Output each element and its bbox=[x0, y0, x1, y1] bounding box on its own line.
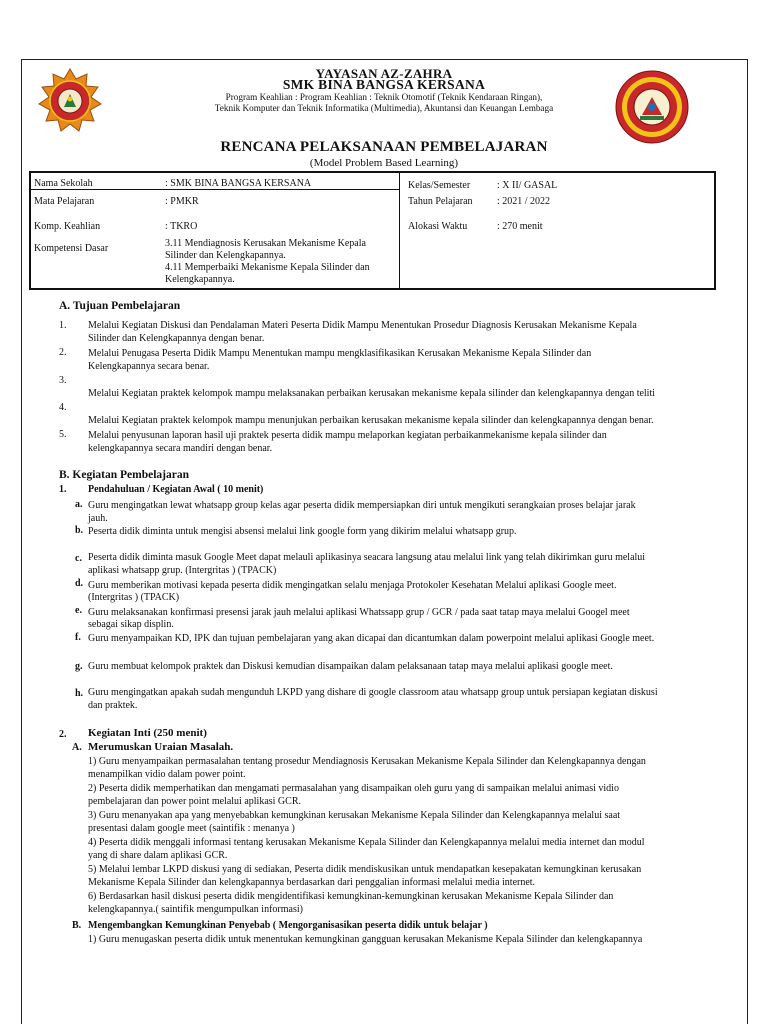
phase-1-number: 1. bbox=[59, 484, 67, 495]
goal-1-line-2: Silinder dan Kelengkapannya dengan benar. bbox=[88, 333, 265, 344]
step-c-line-2: aplikasi whatsapp grup. (Intergritas ) (TPACK) bbox=[88, 565, 277, 576]
subsection-a-title: Merumuskan Uraian Masalah. bbox=[88, 741, 234, 753]
goal-2-line-2: Kelengkapannya secara benar. bbox=[88, 361, 210, 372]
step-h-letter: h. bbox=[75, 688, 84, 699]
step-f-letter: f. bbox=[75, 632, 81, 643]
goal-5-number: 5. bbox=[59, 429, 67, 440]
goal-1-line-1: Melalui Kegiatan Diskusi dan Pendalaman Materi Peserta Didik Mampu Menentukan Prosedur Diagnosis Kerusakan Mekanisme Kepala bbox=[88, 320, 637, 331]
step-e-letter: e. bbox=[75, 605, 82, 616]
step-a-letter: a. bbox=[75, 499, 83, 510]
step-d-line-1: Guru memberikan motivasi kepada peserta didik mengingatkan selalu menjaga Protokoler Kesehatan Melalui aplikasi Google meet. bbox=[88, 580, 617, 591]
info-left-cell bbox=[30, 172, 400, 289]
goal-2-number: 2. bbox=[59, 347, 67, 358]
value-mata-pelajaran: : PMKR bbox=[165, 196, 199, 207]
inti-5-line-1: 5) Melalui lembar LKPD diskusi yang di sediakan, Peserta didik mendiskusikan untuk mendapatkan kesepakatan kemungkinan kerusakan bbox=[88, 864, 642, 875]
inti-5-line-2: Mekanisme Kepala Silinder dan kelengkapannya berdasarkan dari penggalian informasi melalui media internet. bbox=[88, 877, 536, 888]
step-c-line-1: Peserta didik diminta masuk Google Meet dapat melauli aplikasinya seacara langsung atau melalui link yang telah dikirimkan guru melalui bbox=[88, 552, 646, 563]
section-b-title: B. Kegiatan Pembelajaran bbox=[59, 469, 189, 481]
inti-3-line-1: 3) Guru menanyakan apa yang menyebabkan kemungkinan kerusakan Mekanisme Kepala Silinder dan Kelengkapannya melalui saat bbox=[88, 810, 621, 821]
step-e-line-1: Guru melaksanakan konfirmasi presensi jarak jauh melalui aplikasi Whatssapp grup / GCR / pada saat tatap maya melalui Googel meet bbox=[88, 607, 630, 618]
goal-2-line-1: Melalui Penugasa Peserta Didik Mampu Menentukan mampu mengklasifikasikan Kerusakan Mekanisme Kepala Silinder dan bbox=[88, 348, 592, 359]
step-b-letter: b. bbox=[75, 525, 84, 536]
step-a-line-1: Guru mengingatkan lewat whatsapp group kelas agar peserta didik mempersiapkan diri untuk mengikuti serangkaian proses belajar jarak bbox=[88, 500, 636, 511]
inti-1-line-1: 1) Guru menyampaikan permasalahan tentang prosedur Mendiagnosis Kerusakan Mekanisme Kepala Silinder dan Kelengkapannya dengan bbox=[88, 756, 646, 767]
subsection-a-label: A. bbox=[72, 742, 82, 753]
step-b-line-1: Peserta didik diminta untuk mengisi absensi melalui link google form yang dikirim melalui whatsapp grup. bbox=[88, 526, 517, 537]
step-c-letter: c. bbox=[75, 553, 82, 564]
subsection-b-label: B. bbox=[72, 920, 82, 931]
value-tahun-pelajaran: : 2021 / 2022 bbox=[497, 196, 551, 207]
inti-1-line-2: menampilkan vidio dalam power point. bbox=[88, 769, 246, 780]
goal-1-number: 1. bbox=[59, 320, 67, 331]
goal-3-number: 3. bbox=[59, 375, 67, 386]
step-g-letter: g. bbox=[75, 661, 83, 672]
section-a-title: A. Tujuan Pembelajaran bbox=[59, 300, 181, 312]
inti-b-1-line-1: 1) Guru menugaskan peserta didik untuk menentukan kemungkinan gangguan kerusakan Mekanisme Kepala Silinder dan kelengkapannya bbox=[88, 934, 643, 945]
inti-6-line-1: 6) Berdasarkan hasil diskusi peserta didik mengidentifikasi kemungkinan-kemungkinan kerusakan Mekanisme Kepala Silinder dan bbox=[88, 891, 614, 902]
phase-2-number: 2. bbox=[59, 729, 67, 740]
goal-5-line-1: Melalui penyusunan laporan hasil uji praktek peserta didik mampu melaporkan kegiatan perbaikanmekanisme kepala silinder dan bbox=[88, 430, 607, 441]
label-nama-sekolah: Nama Sekolah bbox=[34, 178, 93, 189]
step-d-letter: d. bbox=[75, 578, 84, 589]
inti-6-line-2: kelengkapannya.( saintifik mengumpulkan informasi) bbox=[88, 904, 303, 915]
inti-4-line-1: 4) Peserta didik menggali informasi tentang kerusakan Mekanisme Kepala Silinder dan Kelengkapannya melalui media internet dan modul bbox=[88, 837, 645, 848]
goal-3-line-1: Melalui Kegiatan praktek kelompok mampu melaksanakan perbaikan kerusakan mekanisme kepala silinder dan kelengkapannya dengan teliti bbox=[88, 388, 656, 399]
step-f-line-1: Guru menyampaikan KD, IPK dan tujuan pembelajaran yang akan dicapai dan dicantumkan dalam powerpoint melalui aplikasi Google meet. bbox=[88, 633, 655, 644]
goal-4-number: 4. bbox=[59, 402, 67, 413]
kd-line-4: Kelengkapannya. bbox=[165, 274, 235, 285]
label-tahun-pelajaran: Tahun Pelajaran bbox=[408, 196, 473, 207]
phase-2-title: Kegiatan Inti (250 menit) bbox=[88, 727, 207, 739]
step-e-line-2: sebagai sikap displin. bbox=[88, 619, 174, 630]
document-title: RENCANA PELAKSANAAN PEMBELAJARAN bbox=[220, 139, 548, 155]
info-right-cell bbox=[400, 172, 716, 289]
program-line-1: Program Keahlian : Program Keahlian : Teknik Otomotif (Teknik Kendaraan Ringan), bbox=[225, 92, 543, 102]
document-subtitle: (Model Problem Based Learning) bbox=[309, 157, 459, 169]
value-kelas-semester: : X II/ GASAL bbox=[497, 180, 558, 191]
step-a-line-2: jauh. bbox=[88, 513, 108, 524]
inti-2-line-1: 2) Peserta didik memperhatikan dan mengamati permasalahan yang disampaikan oleh guru yang di sampaikan melalui animasi vidio bbox=[88, 783, 619, 794]
kd-line-3: 4.11 Memperbaiki Mekanisme Kepala Silinder dan bbox=[165, 262, 370, 273]
subsection-b-title: Mengembangkan Kemungkinan Penyebab ( Mengorganisasikan peserta didik untuk belajar ) bbox=[88, 920, 488, 931]
foundation-name: YAYASAN AZ-ZAHRA bbox=[315, 66, 453, 81]
inti-4-line-2: yang di share dalam aplikasi GCR. bbox=[88, 850, 228, 861]
label-kompetensi-dasar: Kompetensi Dasar bbox=[34, 243, 109, 254]
label-mata-pelajaran: Mata Pelajaran bbox=[34, 196, 95, 207]
program-line-2: Teknik Komputer dan Teknik Informatika (Multimedia), Akuntansi dan Keuangan Lembaga bbox=[214, 103, 554, 113]
kd-line-1: 3.11 Mendiagnosis Kerusakan Mekanisme Kepala bbox=[165, 238, 366, 249]
phase-1-title: Pendahuluan / Kegiatan Awal ( 10 menit) bbox=[88, 484, 264, 495]
step-h-line-2: dan praktek. bbox=[88, 700, 138, 711]
step-h-line-1: Guru mengingatkan apakah sudah mengunduh LKPD yang dishare di google classroom atau whatsapp group untuk persiapan kegiatan diskusi bbox=[88, 687, 658, 698]
info-table bbox=[29, 171, 716, 290]
value-nama-sekolah: : SMK BINA BANGSA KERSANA bbox=[165, 178, 312, 189]
label-kelas-semester: Kelas/Semester bbox=[408, 180, 471, 191]
label-alokasi-waktu: Alokasi Waktu bbox=[408, 221, 468, 232]
goal-5-line-2: kelengkapannya secara mandiri dengan benar. bbox=[88, 443, 273, 454]
value-komp-keahlian: : TKRO bbox=[165, 221, 198, 232]
goal-4-line-1: Melalui Kegiatan praktek kelompok mampu menunjukan perbaikan kerusakan mekanisme kepala silinder dan kelengkapannya dengan benar. bbox=[88, 415, 654, 426]
kd-line-2: Silinder dan Kelengkapannya. bbox=[165, 250, 286, 261]
step-d-line-2: (Intergritas ) (TPACK) bbox=[88, 592, 180, 603]
inti-3-line-2: presentasi dalam google meet (saintifik : menanya ) bbox=[88, 823, 295, 834]
inti-2-line-2: pembelajaran dan power point melalui aplikasi GCR. bbox=[88, 796, 301, 807]
label-komp-keahlian: Komp. Keahlian bbox=[34, 221, 101, 232]
step-g-line-1: Guru membuat kelompok praktek dan Diskusi kemudian disampaikan dalam pelaksanaan tatap maya melalui aplikasi google meet. bbox=[88, 661, 613, 672]
school-name: SMK BINA BANGSA KERSANA bbox=[282, 77, 486, 92]
value-alokasi-waktu: : 270 menit bbox=[497, 221, 543, 232]
